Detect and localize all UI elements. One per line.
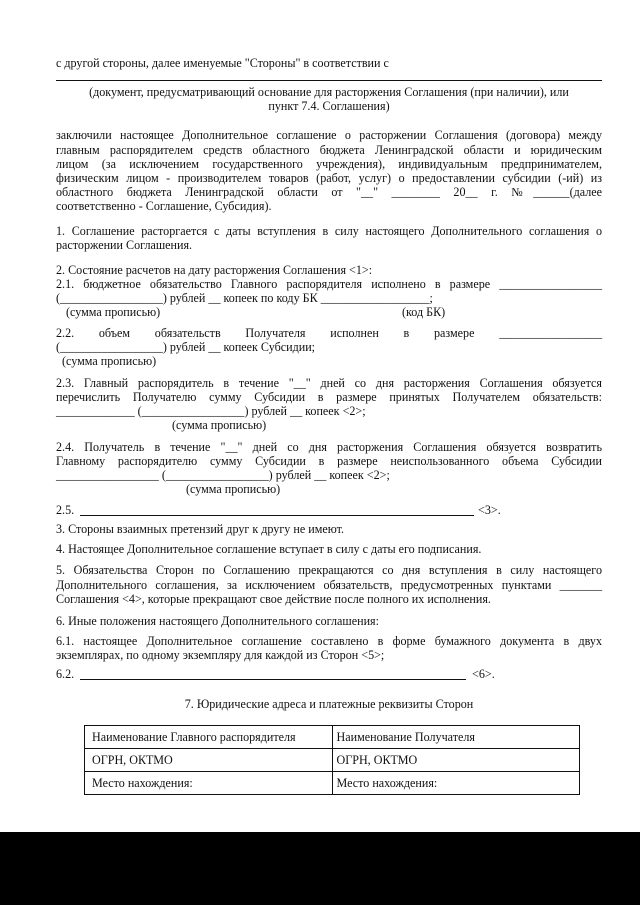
clause-2-4: 2.4. Получатель в течение "__" дней со дня расторжения Соглашения обязуется возвратить <box>56 440 602 454</box>
fill-line <box>80 679 466 680</box>
table-cell: ОГРН, ОКТМО <box>332 749 580 772</box>
clause-5-cont: Соглашения <4>, которые прекращают свое действие после полного их исполнения. <box>56 592 491 606</box>
paragraph-line: физическим лицом - производителем товаров (работ, услуг) о предоставлении субсидии (-ий) из <box>56 171 602 185</box>
clause-6-1-cont: экземплярах, по одному экземпляру для каждой из Сторон <5>; <box>56 648 385 662</box>
fill-line <box>80 515 474 516</box>
clause-2-4-cont: Главному распорядителю сумму Субсидии в размере неиспользованного объема Субсидии <box>56 454 602 468</box>
table-row <box>85 726 580 749</box>
paragraph-line: соответственно - Соглашение, Субсидия). <box>56 199 272 213</box>
clause-2-2: 2.2. объем обязательств Получателя исполнен в размере _________________ <box>56 326 602 340</box>
clause-2-3-sum: _____________ (_________________) рублей __ копеек <2>; <box>56 404 366 418</box>
intro-line: с другой стороны, далее именуемые "Стороны" в соответствии с <box>56 56 389 70</box>
table-cell: Место нахождения: <box>332 772 580 795</box>
table-cell: ОГРН, ОКТМО <box>85 749 333 772</box>
clause-2-1: 2.1. бюджетное обязательство Главного распорядителя исполнено в размере _________________ <box>56 277 602 291</box>
clause-4: 4. Настоящее Дополнительное соглашение вступает в силу с даты его подписания. <box>56 542 482 556</box>
basis-caption: (документ, предусматривающий основание для расторжения Соглашения (при наличии), или <box>89 85 569 99</box>
fill-line <box>56 80 602 81</box>
table-row <box>85 749 580 772</box>
clause-1: 1. Соглашение расторгается с даты вступления в силу настоящего Дополнительного соглашения о <box>56 224 602 238</box>
caption-sum-words: (сумма прописью) <box>172 418 267 432</box>
paragraph-line: лицом (за исключением государственного учреждения), индивидуальным предпринимателем, <box>56 157 602 171</box>
table-row <box>85 772 580 795</box>
table-cell: Место нахождения: <box>85 772 333 795</box>
clause-2-2-cont: (_________________) рублей __ копеек Субсидии; <box>56 340 316 354</box>
clause-1-cont: расторжении Соглашения. <box>56 238 193 252</box>
paragraph-line: заключили настоящее Дополнительное соглашение о расторжении Соглашения (договора) между <box>56 128 602 142</box>
clause-2-5-end: <3>. <box>478 503 501 517</box>
section-7-heading: 7. Юридические адреса и платежные реквизиты Сторон <box>184 697 474 711</box>
clause-2-1-cont: (_________________) рублей __ копеек по коду БК __________________; <box>56 291 433 305</box>
scan-black-band <box>0 832 640 905</box>
clause-6-1: 6.1. настоящее Дополнительное соглашение составлено в форме бумажного документа в двух <box>56 634 602 648</box>
clause-5-cont: Дополнительного соглашения, за исключением обязательств, предусмотренных пунктами _______ <box>56 578 602 592</box>
clause-2-3-cont: перечислить Получателю сумму Субсидии в размере принятых Получателем обязательств: <box>56 390 602 404</box>
caption-kbk: (код БК) <box>402 305 446 319</box>
clause-6: 6. Иные положения настоящего Дополнительного соглашения: <box>56 614 379 628</box>
clause-5: 5. Обязательства Сторон по Соглашению прекращаются со дня вступления в силу настоящего <box>56 563 602 577</box>
clause-6-2-end: <6>. <box>472 667 495 681</box>
basis-caption-cont: пункт 7.4. Соглашения) <box>268 99 390 113</box>
clause-3: 3. Стороны взаимных претензий друг к другу не имеют. <box>56 522 345 536</box>
clause-2: 2. Состояние расчетов на дату расторжения Соглашения <1>: <box>56 263 373 277</box>
clause-2-4-sum: _________________ (_________________) рублей __ копеек <2>; <box>56 468 390 482</box>
paragraph-line: главным распорядителем средств областного бюджета Ленинградской области и юридическим <box>56 143 602 157</box>
caption-sum-words: (сумма прописью) <box>62 354 157 368</box>
table-cell: Наименование Главного распорядителя <box>85 726 333 749</box>
requisites-table <box>84 725 580 795</box>
caption-sum-words: (сумма прописью) <box>66 305 161 319</box>
table-cell: Наименование Получателя <box>332 726 580 749</box>
clause-2-3: 2.3. Главный распорядитель в течение "__" дней со дня расторжения Соглашения обязуется <box>56 376 602 390</box>
clause-6-2-label: 6.2. <box>56 667 75 681</box>
clause-2-5-label: 2.5. <box>56 503 75 517</box>
paragraph-line: областного бюджета Ленинградской области от "__" ________ 20__ г. №______(далее <box>56 185 602 199</box>
caption-sum-words: (сумма прописью) <box>186 482 281 496</box>
